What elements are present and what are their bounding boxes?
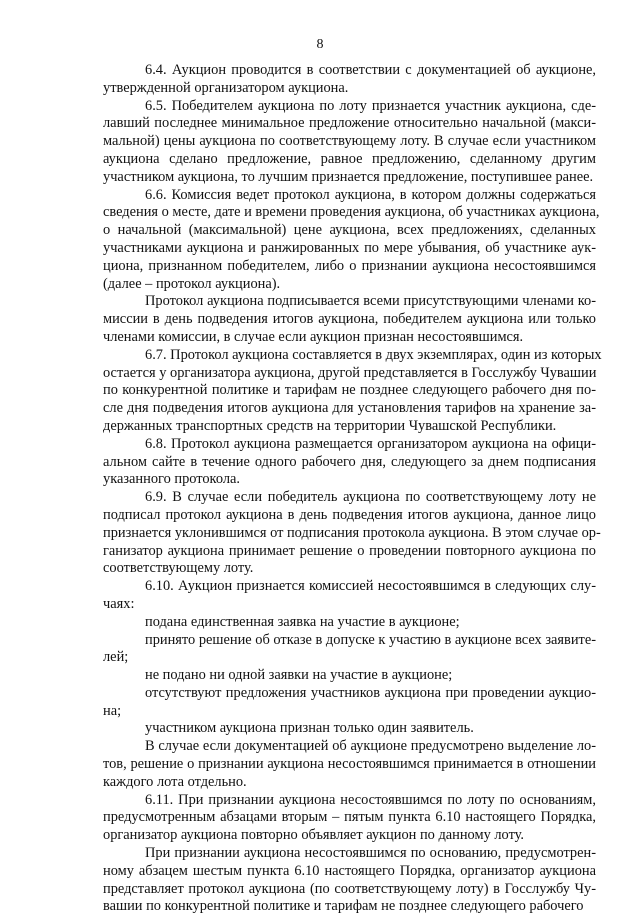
text-line: участником аукциона, то лучшим признается предложение, поступившее ранее. [103,168,594,185]
paragraph-p-case-rejected [103,632,596,668]
paragraph-p-6-8 [103,436,596,489]
text-line: миссии в день подведения итогов аукциона, победителем аукциона или только [103,311,596,328]
text-line: сле дня подведения итогов аукциона для установления тарифов на хранение за- [103,400,596,417]
text-line: Протокол аукциона подписывается всеми присутствующими членами ко- [145,293,596,310]
text-line: ганизатор аукциона принимает решение о проведении повторного аукциона по [103,542,596,559]
text-line: подписал протокол аукциона в день подведения итогов аукциона, данное лицо [103,506,596,523]
text-line: представляет протокол аукциона (по соответствующему лоту) в Госслужбу Чу- [103,880,596,897]
text-line: мальной) цены аукциона по соответствующему лоту. В случае если участником [103,133,596,150]
text-line: 6.10. Аукцион признается комиссией несостоявшимся в следующих слу- [145,578,596,595]
text-line: 6.11. При признании аукциона несостоявшимся по лоту по основаниям, [145,791,596,808]
paragraph-p-6-9 [103,489,601,578]
text-line: альном сайте в течение одного рабочего дня, следующего за днем подписания [103,453,596,470]
text-line: участником аукциона признан только один заявитель. [145,720,474,737]
text-line: держанных транспортных средств на территории Чувашской Республики. [103,417,557,434]
paragraph-p-case-one-applicant [103,720,596,738]
text-line: подана единственная заявка на участие в аукционе; [145,613,460,630]
paragraph-p-case-none [103,667,596,685]
text-line: участниками аукциона и ранжированных по мере убывания, об участнике аук- [103,239,596,256]
text-line: членами комиссии, в случае если аукцион признан несостоявшимся. [103,328,524,345]
text-line: о начальной (максимальной) цене аукциона, всех предложениях, сделанных [103,222,596,239]
text-line: 6.4. Аукцион проводится в соответствии с документацией об аукционе, [145,62,596,78]
text-line: по конкурентной политике и тарифам не позднее следующего рабочего дня по- [103,382,596,399]
text-line: 6.9. В случае если победитель аукциона по соответствующему лоту не [145,489,596,506]
text-line: на; [103,702,122,719]
text-line: сведения о месте, дате и времени проведения аукциона, об участниках аукциона, [103,204,600,221]
text-line: указанного протокола. [103,471,240,488]
paragraph-p-6-5 [103,98,596,187]
text-line: (далее – протокол аукциона). [103,275,281,292]
paragraph-p-lots [103,738,596,791]
text-line: 6.5. Победителем аукциона по лоту признается участник аукциона, сде- [145,97,596,114]
paragraph-p-case-no-offers [103,685,596,721]
text-line: принято решение об отказе в допуске к участию в аукционе всех заявите- [145,631,596,648]
text-line: не подано ни одной заявки на участие в аукционе; [145,667,453,684]
text-line: предусмотренным абзацами вторым – пятым пункта 6.10 настоящего Порядка, [103,809,596,826]
text-line: признается уклонившимся от подписания протокола аукциона. В этом случае ор- [103,524,601,541]
paragraph-p-case-single [103,614,596,632]
text-line: каждого лота отдельно. [103,773,247,790]
page-number: 8 [316,37,324,52]
text-line: ному абзацем шестым пункта 6.10 настоящего Порядка, организатор аукциона [103,862,596,879]
paragraph-p-6-10 [103,578,596,614]
text-line: 6.7. Протокол аукциона составляется в двух экземплярах, один из которых [145,346,602,363]
text-line: соответствующему лоту. [103,560,254,577]
paragraph-p-sixth-paragraph [103,845,596,916]
text-line: тов, решение о признании аукциона несостоявшимся принимается в отношении [103,756,596,773]
text-line: В случае если документацией об аукционе предусмотрено выделение ло- [145,738,596,755]
text-line: 6.6. Комиссия ведет протокол аукциона, в котором должны содержаться [145,186,596,203]
text-line: чаях: [103,595,135,612]
document-body [103,62,602,916]
text-line: вашии по конкурентной политике и тарифам не позднее следующего рабочего [103,898,584,915]
paragraph-p-protocol-signing [103,293,596,346]
paragraph-p-6-6 [103,186,600,294]
text-line: лавший последнее минимальное предложение относительно начальной (макси- [103,115,596,132]
text-line: утвержденной организатором аукциона. [103,79,349,96]
paragraph-p-6-7 [103,346,602,436]
text-line: 6.8. Протокол аукциона размещается организатором аукциона на офици- [145,435,596,452]
text-line: остается у организатора аукциона, другой представляется в Госслужбу Чувашии [103,364,597,381]
paragraph-p-6-11 [103,792,596,845]
text-line: организатор аукциона повторно объявляет аукцион по данному лоту. [103,827,525,844]
text-line: При признании аукциона несостоявшимся по основанию, предусмотрен- [145,845,596,862]
text-line: отсутствуют предложения участников аукциона при проведении аукцио- [145,684,596,701]
paragraph-p-6-4 [103,62,596,98]
text-line: циона, признанном победителем, либо о признании аукциона несостоявшимся [103,257,596,274]
text-line: лей; [103,649,129,666]
text-line: аукциона сделано предложение, равное предложению, сделанному другим [103,150,596,167]
